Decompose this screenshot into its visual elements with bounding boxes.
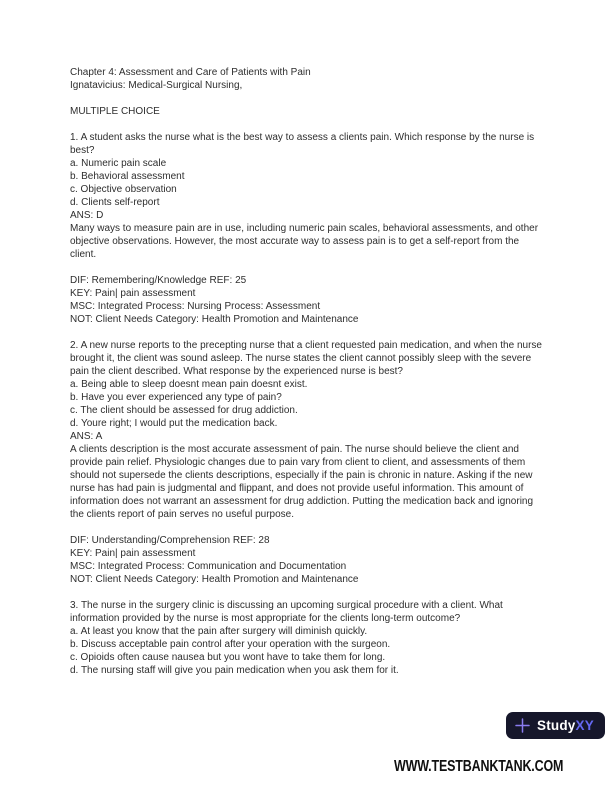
answer-option-a: a. Numeric pain scale — [70, 158, 167, 169]
meta-not: NOT: Client Needs Category: Health Promotion and Maintenance — [70, 314, 359, 325]
plus-icon — [515, 718, 530, 733]
answer-option-d: d. Youre right; I would put the medication back. — [70, 418, 278, 429]
meta-key: KEY: Pain| pain assessment — [70, 288, 196, 299]
rationale: Many ways to measure pain are in use, including numeric pain scales, behavioral assessments, and other objective observations. However, the most accurate way to assess pain is to get a self-report from the client. — [70, 223, 541, 260]
website-url: WWW.TESTBANKTANK.COM — [394, 758, 564, 775]
answer-option-b: b. Have you ever experienced any type of pain? — [70, 392, 282, 403]
chapter-title: Chapter 4: Assessment and Care of Patients with Pain — [70, 67, 311, 78]
document-content — [70, 66, 546, 690]
answer-option-d: d. Clients self-report — [70, 197, 160, 208]
answer-option-c: c. The client should be assessed for drug addiction. — [70, 405, 298, 416]
rationale: A clients description is the most accurate assessment of pain. The nurse should believe the client and provide pain relief. Physiologic changes due to pain vary from client to client, and assessments of them should not supersede the clients descriptions, especially if the pain is chronic in nature. Asking if the new nurse has had pain is judgmental and flippant, and does not provide useful information. This amount of information does not warrant an assessment for drug addiction. Putting the medication back and ignoring the clients report of pain serves no useful purpose. — [70, 444, 536, 520]
question-stem: 1. A student asks the nurse what is the best way to assess a clients pain. Which response by the nurse is best? — [70, 132, 537, 156]
answer-option-d: d. The nursing staff will give you pain medication when you ask them for it. — [70, 665, 399, 676]
question-3 — [70, 599, 546, 677]
question-stem: 2. A new nurse reports to the precepting nurse that a client requested pain medication, and when the nurse brought it, the client was sound asleep. The nurse states the client cannot possibly sleep with the severe pain the client described. What response by the experienced nurse is best? — [70, 340, 545, 377]
answer-option-c: c. Objective observation — [70, 184, 177, 195]
question-1-meta — [70, 274, 546, 326]
answer-line: ANS: D — [70, 210, 104, 221]
meta-dif: DIF: Remembering/Knowledge REF: 25 — [70, 275, 247, 286]
answer-option-c: c. Opioids often cause nausea but you wont have to take them for long. — [70, 652, 386, 663]
studyxy-logo-badge — [506, 712, 605, 739]
answer-option-a: a. Being able to sleep doesnt mean pain doesnt exist. — [70, 379, 308, 390]
answer-option-b: b. Discuss acceptable pain control after your operation with the surgeon. — [70, 639, 391, 650]
answer-option-a: a. At least you know that the pain after surgery will diminish quickly. — [70, 626, 368, 637]
answer-option-b: b. Behavioral assessment — [70, 171, 185, 182]
answer-line: ANS: A — [70, 431, 103, 442]
question-2-meta — [70, 534, 546, 586]
question-2 — [70, 339, 546, 521]
brand-xy: XY — [575, 718, 594, 733]
meta-msc: MSC: Integrated Process: Communication and Documentation — [70, 561, 347, 572]
brand-study: Study — [537, 718, 576, 733]
meta-dif: DIF: Understanding/Comprehension REF: 28 — [70, 535, 270, 546]
question-stem: 3. The nurse in the surgery clinic is discussing an upcoming surgical procedure with a client. What information provided by the nurse is most appropriate for the clients long-term outcome? — [70, 600, 506, 624]
meta-msc: MSC: Integrated Process: Nursing Process: Assessment — [70, 301, 321, 312]
document-header — [70, 66, 546, 92]
meta-not: NOT: Client Needs Category: Health Promotion and Maintenance — [70, 574, 359, 585]
question-1 — [70, 131, 546, 261]
brand-wordmark — [537, 719, 594, 732]
meta-key: KEY: Pain| pain assessment — [70, 548, 196, 559]
section-title: MULTIPLE CHOICE — [70, 106, 160, 117]
book-title: Ignatavicius: Medical-Surgical Nursing, — [70, 80, 243, 91]
